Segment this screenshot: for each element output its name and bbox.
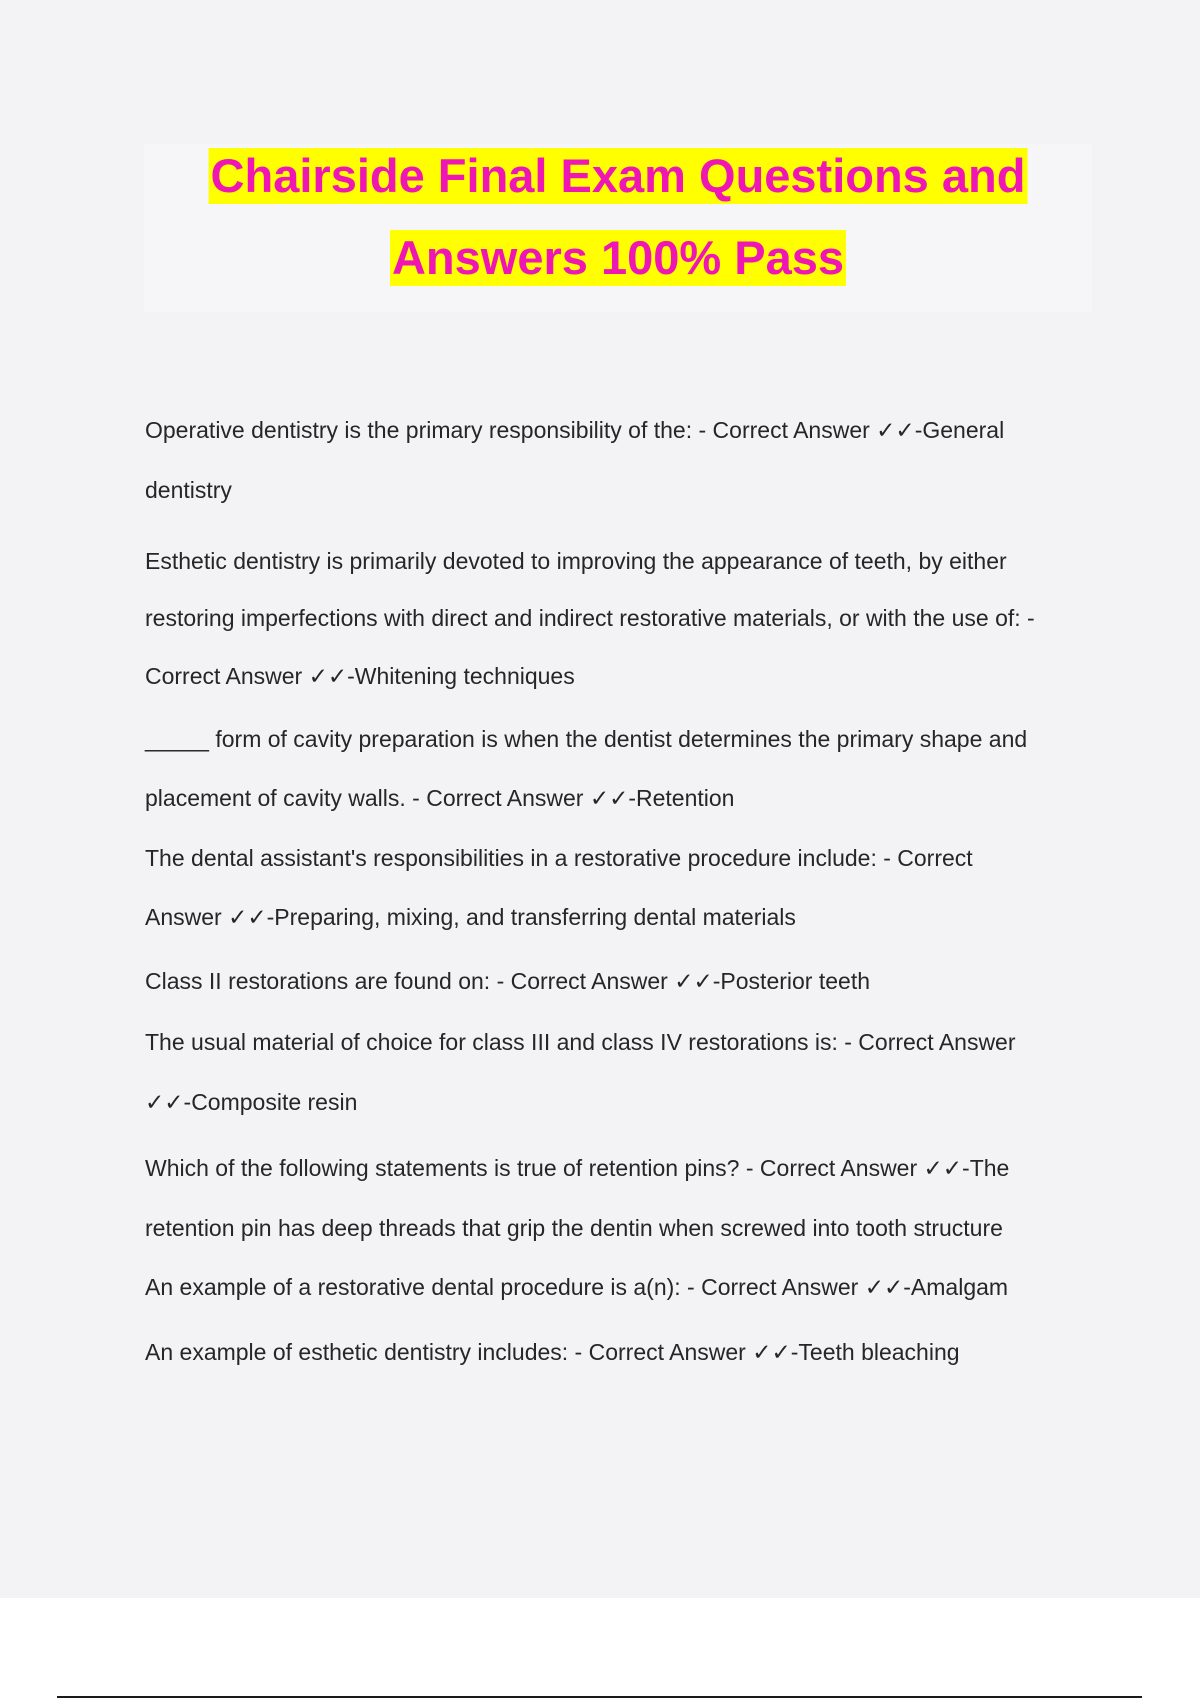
qa-line: Operative dentistry is the primary responsibility of the: - Correct Answer ✓✓-General	[145, 417, 1005, 443]
qa-line: Correct Answer ✓✓-Whitening techniques	[145, 663, 575, 689]
qa-line: _____ form of cavity preparation is when the dentist determines the primary shape and	[145, 726, 1028, 752]
qa-line: An example of a restorative dental procedure is a(n): - Correct Answer ✓✓-Amalgam	[145, 1274, 1009, 1300]
qa-line: Class II restorations are found on: - Correct Answer ✓✓-Posterior teeth	[145, 968, 871, 994]
qa-line: retention pin has deep threads that grip the dentin when screwed into tooth structure	[145, 1215, 1003, 1241]
qa-line: The usual material of choice for class III and class IV restorations is: - Correct Answer	[145, 1029, 1016, 1055]
qa-line: Which of the following statements is true of retention pins? - Correct Answer ✓✓-The	[145, 1155, 1010, 1181]
document-title-line-2: Answers 100% Pass	[391, 231, 845, 284]
qa-line: Esthetic dentistry is primarily devoted to improving the appearance of teeth, by either	[145, 548, 1007, 574]
footer-divider	[57, 1696, 1142, 1698]
qa-line: dentistry	[145, 477, 232, 503]
qa-line: restoring imperfections with direct and indirect restorative materials, or with the use of: -	[145, 605, 1035, 631]
qa-line: An example of esthetic dentistry includes: - Correct Answer ✓✓-Teeth bleaching	[145, 1339, 960, 1365]
qa-line: The dental assistant's responsibilities in a restorative procedure include: - Correct	[145, 845, 973, 871]
qa-line: ✓✓-Composite resin	[145, 1089, 358, 1115]
qa-line: Answer ✓✓-Preparing, mixing, and transferring dental materials	[145, 904, 796, 930]
document-title-line-1: Chairside Final Exam Questions and	[210, 149, 1026, 202]
qa-line: placement of cavity walls. - Correct Answer ✓✓-Retention	[145, 785, 735, 811]
title-block	[144, 144, 1092, 312]
